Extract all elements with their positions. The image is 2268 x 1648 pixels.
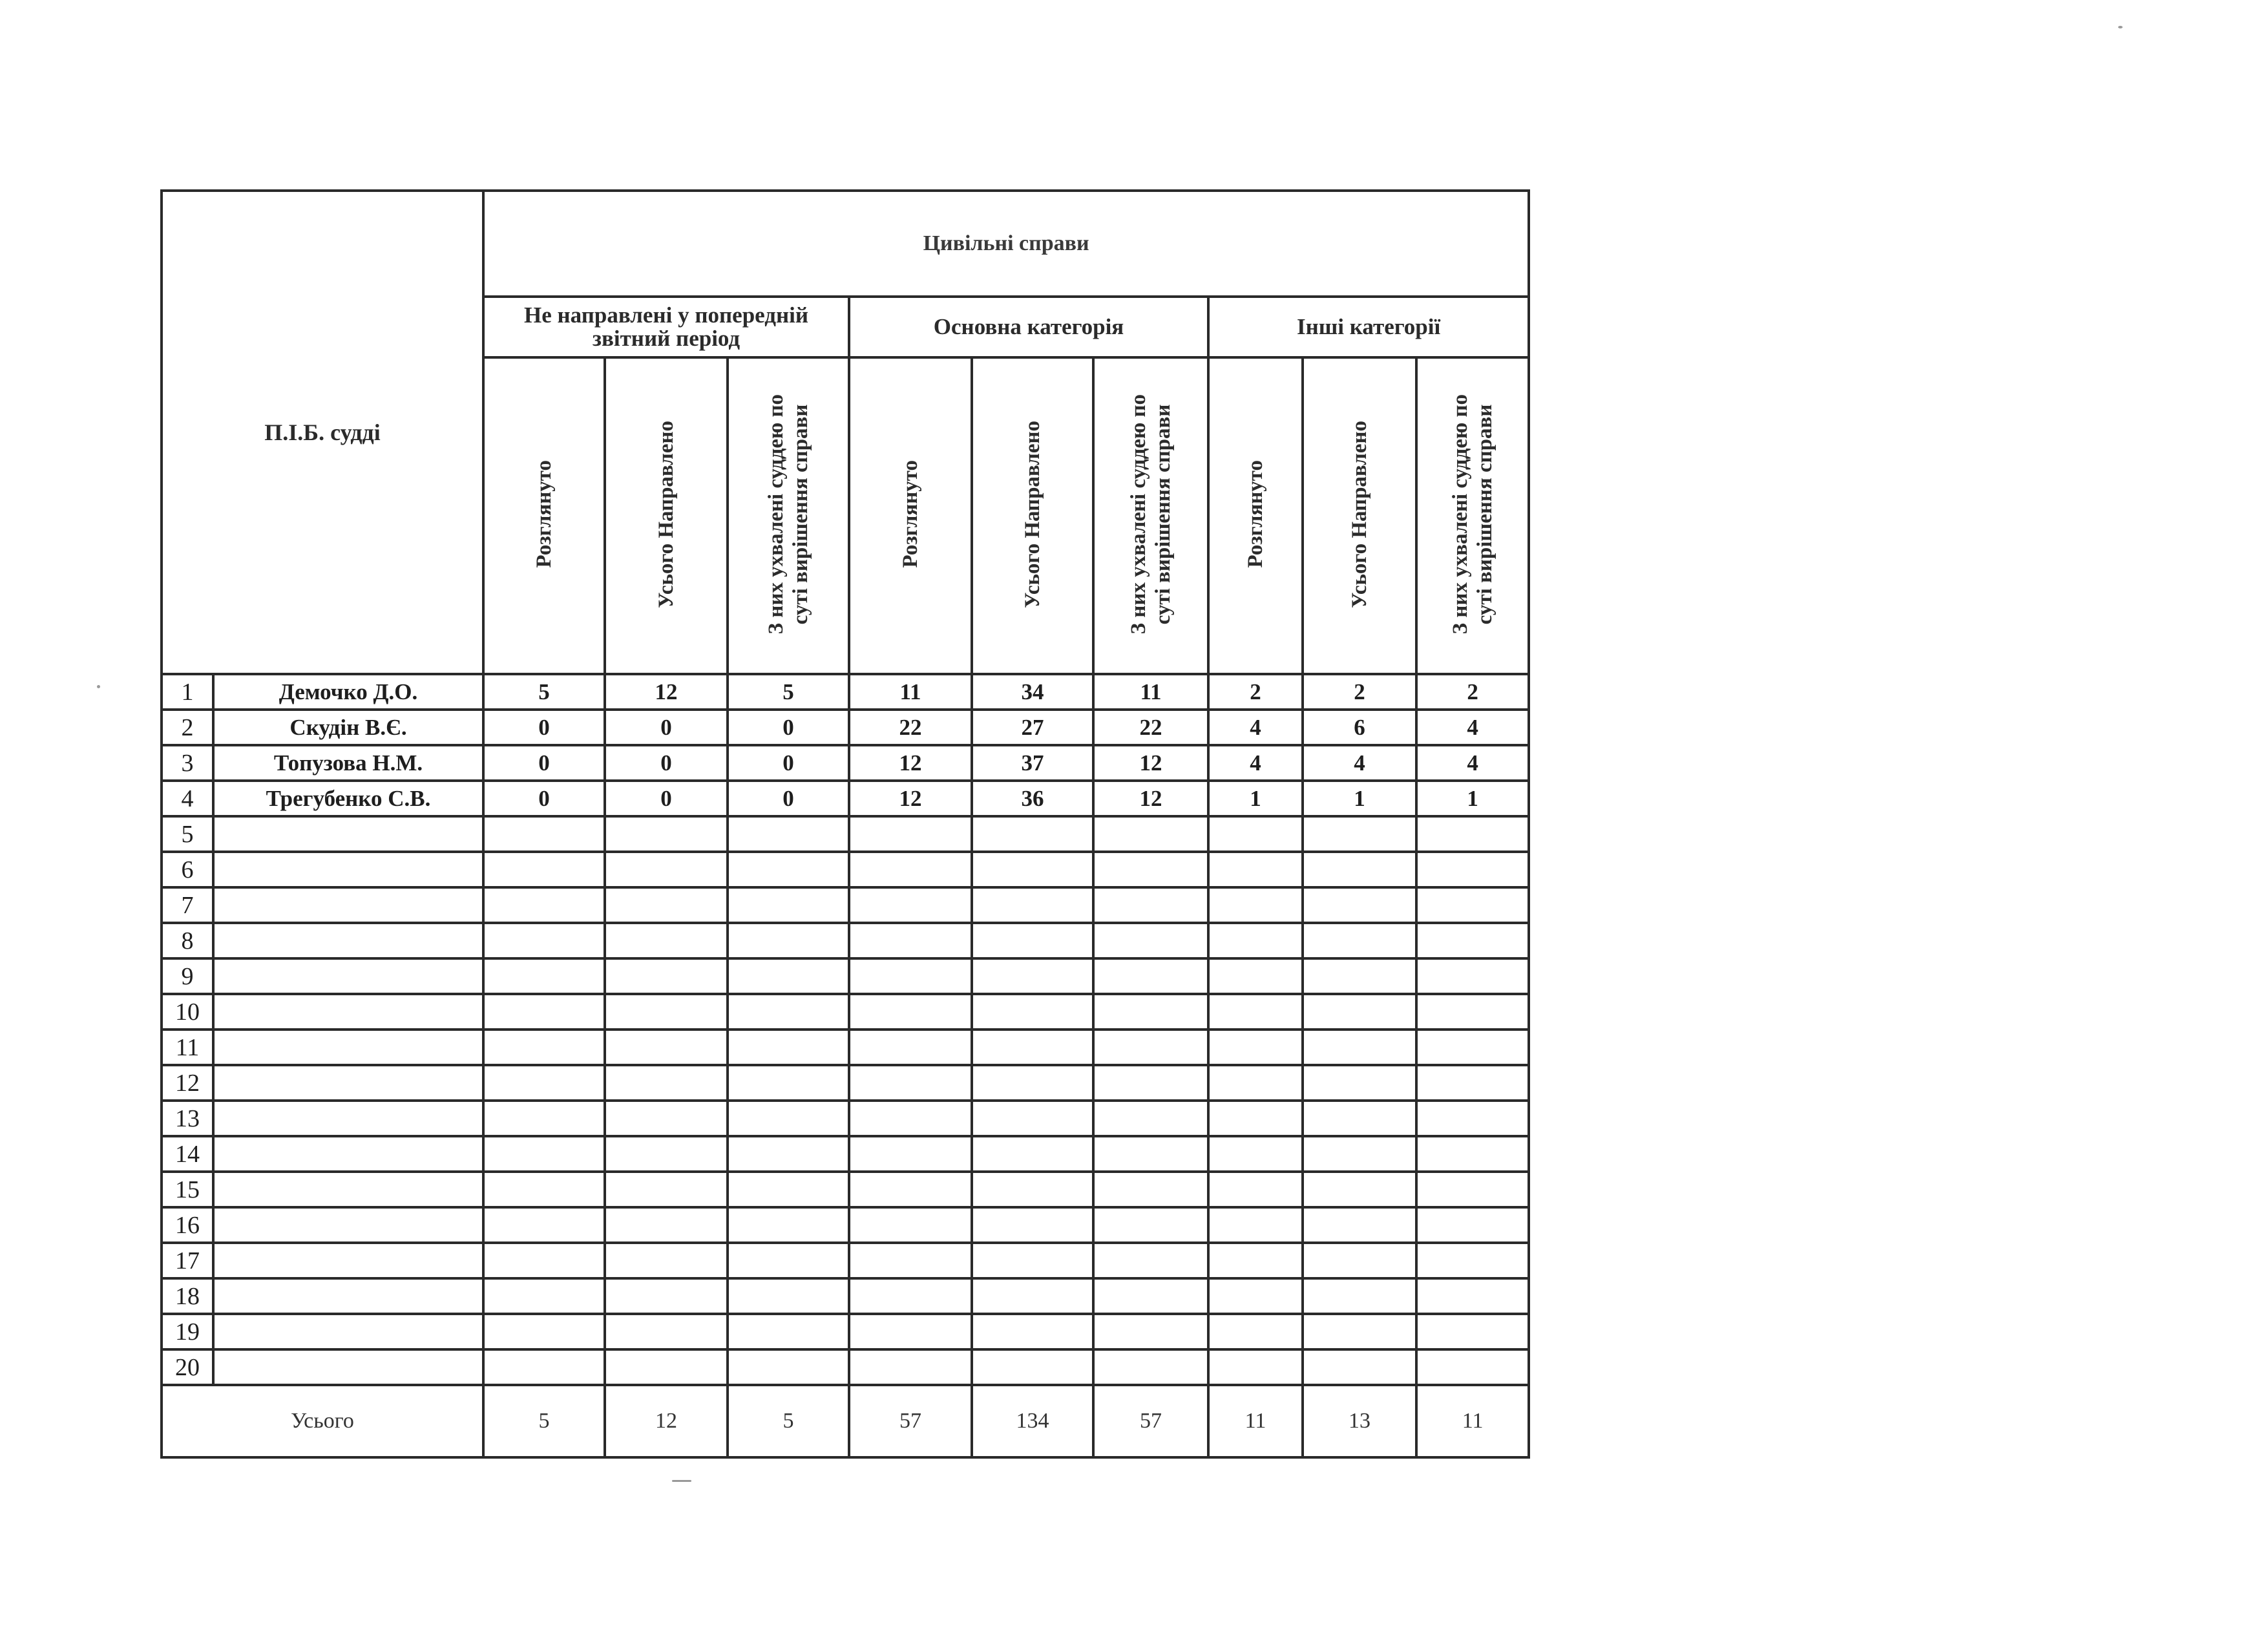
value-cell bbox=[972, 852, 1093, 887]
judge-name bbox=[213, 852, 483, 887]
total-value: 57 bbox=[849, 1385, 972, 1457]
judge-name bbox=[213, 1349, 483, 1385]
value-cell bbox=[1303, 994, 1416, 1030]
table-row bbox=[162, 994, 1529, 1030]
sub-header-text bbox=[898, 460, 923, 568]
value-cell bbox=[605, 1136, 728, 1172]
table-row bbox=[162, 923, 1529, 958]
value-cell bbox=[1208, 1278, 1303, 1314]
value-cell bbox=[1093, 852, 1208, 887]
value-cell bbox=[605, 958, 728, 994]
sub-header-3 bbox=[728, 357, 849, 674]
total-value: 134 bbox=[972, 1385, 1093, 1457]
row-number: 5 bbox=[162, 816, 213, 852]
value-cell bbox=[728, 994, 849, 1030]
value-cell bbox=[483, 1314, 605, 1349]
table-row bbox=[162, 710, 1529, 745]
table-row bbox=[162, 1065, 1529, 1101]
value-cell bbox=[1093, 1136, 1208, 1172]
table-row bbox=[162, 1243, 1529, 1278]
total-value: 13 bbox=[1303, 1385, 1416, 1457]
row-number: 16 bbox=[162, 1207, 213, 1243]
value-cell bbox=[1303, 1278, 1416, 1314]
table-row bbox=[162, 745, 1529, 781]
value-cell bbox=[728, 1314, 849, 1349]
row-number: 10 bbox=[162, 994, 213, 1030]
value-cell bbox=[1416, 1030, 1529, 1065]
sub-header-text bbox=[1347, 421, 1372, 608]
value-cell bbox=[728, 887, 849, 923]
value-cell bbox=[1093, 1278, 1208, 1314]
value-cell bbox=[728, 852, 849, 887]
scan-speck bbox=[97, 685, 100, 688]
value-cell bbox=[1208, 1349, 1303, 1385]
value-cell bbox=[972, 1101, 1093, 1136]
row-number: 4 bbox=[162, 781, 213, 816]
value-cell bbox=[1093, 1030, 1208, 1065]
value-cell bbox=[483, 816, 605, 852]
value-cell: 0 bbox=[728, 781, 849, 816]
value-cell: 4 bbox=[1208, 710, 1303, 745]
row-number: 11 bbox=[162, 1030, 213, 1065]
value-cell bbox=[728, 1278, 849, 1314]
value-cell bbox=[728, 1136, 849, 1172]
value-cell bbox=[849, 1243, 972, 1278]
judge-name: Демочко Д.О. bbox=[213, 674, 483, 710]
value-cell bbox=[605, 1172, 728, 1207]
value-cell bbox=[1303, 1065, 1416, 1101]
sub-header-9 bbox=[1416, 357, 1529, 674]
value-cell bbox=[605, 816, 728, 852]
value-cell bbox=[849, 1101, 972, 1136]
table-row bbox=[162, 1030, 1529, 1065]
value-cell bbox=[849, 887, 972, 923]
row-number: 9 bbox=[162, 958, 213, 994]
value-cell bbox=[1093, 1243, 1208, 1278]
value-cell bbox=[972, 1136, 1093, 1172]
value-cell bbox=[1208, 816, 1303, 852]
value-cell: 34 bbox=[972, 674, 1093, 710]
sub-header-line2: суті вирішення справи bbox=[1151, 404, 1175, 624]
value-cell bbox=[972, 923, 1093, 958]
judge-name: Топузова Н.М. bbox=[213, 745, 483, 781]
judge-name-header: П.І.Б. судді bbox=[162, 191, 483, 674]
sub-header-line2: суті вирішення справи bbox=[789, 404, 813, 624]
table-row bbox=[162, 1136, 1529, 1172]
value-cell bbox=[605, 1207, 728, 1243]
value-cell bbox=[1208, 923, 1303, 958]
sub-header-1 bbox=[483, 357, 605, 674]
table-title: Цивільні справи bbox=[483, 191, 1529, 297]
value-cell: 0 bbox=[483, 710, 605, 745]
row-number: 8 bbox=[162, 923, 213, 958]
judge-name bbox=[213, 887, 483, 923]
value-cell bbox=[849, 923, 972, 958]
value-cell: 36 bbox=[972, 781, 1093, 816]
row-number: 6 bbox=[162, 852, 213, 887]
sub-header-text bbox=[654, 421, 678, 608]
value-cell bbox=[483, 852, 605, 887]
row-number: 7 bbox=[162, 887, 213, 923]
judge-name bbox=[213, 1243, 483, 1278]
total-label: Усього bbox=[162, 1385, 483, 1457]
table-row bbox=[162, 1278, 1529, 1314]
sub-header-7 bbox=[1208, 357, 1303, 674]
value-cell bbox=[1208, 1136, 1303, 1172]
sub-header-line1: Усього Направлено bbox=[1348, 420, 1372, 608]
value-cell bbox=[605, 887, 728, 923]
value-cell: 12 bbox=[1093, 781, 1208, 816]
value-cell bbox=[1416, 1349, 1529, 1385]
value-cell bbox=[728, 1030, 849, 1065]
row-number: 17 bbox=[162, 1243, 213, 1278]
table-row bbox=[162, 1314, 1529, 1349]
value-cell bbox=[483, 1349, 605, 1385]
value-cell bbox=[1416, 1101, 1529, 1136]
value-cell bbox=[483, 1243, 605, 1278]
sub-header-line1: З них ухвалені суддею по bbox=[764, 394, 788, 635]
value-cell bbox=[728, 923, 849, 958]
row-number: 13 bbox=[162, 1101, 213, 1136]
value-cell bbox=[849, 994, 972, 1030]
value-cell: 0 bbox=[605, 710, 728, 745]
total-value: 12 bbox=[605, 1385, 728, 1457]
value-cell bbox=[1416, 1136, 1529, 1172]
value-cell bbox=[605, 1278, 728, 1314]
value-cell bbox=[605, 1101, 728, 1136]
sub-header-line2: суті вирішення справи bbox=[1473, 404, 1497, 624]
value-cell: 2 bbox=[1303, 674, 1416, 710]
group-header-other-categories: Інші категорії bbox=[1208, 297, 1529, 357]
scan-speck bbox=[672, 1480, 691, 1482]
value-cell bbox=[1303, 1172, 1416, 1207]
value-cell: 6 bbox=[1303, 710, 1416, 745]
value-cell bbox=[1416, 1314, 1529, 1349]
sub-header-text bbox=[1243, 460, 1268, 568]
value-cell: 27 bbox=[972, 710, 1093, 745]
value-cell: 1 bbox=[1208, 781, 1303, 816]
value-cell bbox=[972, 1065, 1093, 1101]
value-cell bbox=[1093, 958, 1208, 994]
table-row bbox=[162, 887, 1529, 923]
value-cell bbox=[972, 887, 1093, 923]
value-cell bbox=[1208, 994, 1303, 1030]
value-cell bbox=[728, 1349, 849, 1385]
sub-header-line1: Розглянуто bbox=[899, 460, 923, 568]
value-cell bbox=[1208, 1030, 1303, 1065]
value-cell bbox=[1093, 1207, 1208, 1243]
value-cell bbox=[605, 1243, 728, 1278]
sub-header-line1: З них ухвалені суддею по bbox=[1127, 394, 1151, 635]
value-cell bbox=[1416, 958, 1529, 994]
value-cell bbox=[972, 1207, 1093, 1243]
value-cell bbox=[483, 1030, 605, 1065]
value-cell bbox=[1416, 1243, 1529, 1278]
value-cell: 0 bbox=[728, 710, 849, 745]
value-cell bbox=[1208, 1065, 1303, 1101]
value-cell bbox=[483, 1278, 605, 1314]
judge-name bbox=[213, 1101, 483, 1136]
sub-header-line1: Усього Направлено bbox=[1021, 420, 1045, 608]
value-cell bbox=[483, 1101, 605, 1136]
judge-name bbox=[213, 1207, 483, 1243]
total-value: 11 bbox=[1208, 1385, 1303, 1457]
value-cell bbox=[605, 852, 728, 887]
value-cell: 5 bbox=[483, 674, 605, 710]
value-cell bbox=[483, 887, 605, 923]
value-cell bbox=[483, 958, 605, 994]
sub-header-line1: Розглянуто bbox=[1244, 460, 1268, 568]
value-cell bbox=[1208, 887, 1303, 923]
judge-name bbox=[213, 1136, 483, 1172]
value-cell: 12 bbox=[605, 674, 728, 710]
value-cell bbox=[605, 1030, 728, 1065]
value-cell bbox=[605, 1065, 728, 1101]
value-cell bbox=[849, 1278, 972, 1314]
sub-header-text bbox=[764, 394, 813, 634]
value-cell: 2 bbox=[1208, 674, 1303, 710]
value-cell bbox=[1208, 1314, 1303, 1349]
total-value: 5 bbox=[483, 1385, 605, 1457]
table-row bbox=[162, 1101, 1529, 1136]
sub-header-text bbox=[1020, 421, 1045, 608]
value-cell bbox=[1416, 1065, 1529, 1101]
value-cell: 22 bbox=[1093, 710, 1208, 745]
judge-name bbox=[213, 816, 483, 852]
value-cell bbox=[1303, 958, 1416, 994]
value-cell bbox=[483, 1172, 605, 1207]
value-cell bbox=[849, 1136, 972, 1172]
value-cell: 1 bbox=[1303, 781, 1416, 816]
value-cell: 12 bbox=[849, 781, 972, 816]
sub-header-4 bbox=[849, 357, 972, 674]
value-cell: 22 bbox=[849, 710, 972, 745]
value-cell bbox=[1416, 923, 1529, 958]
value-cell bbox=[849, 1065, 972, 1101]
value-cell bbox=[972, 1243, 1093, 1278]
value-cell bbox=[605, 923, 728, 958]
total-value: 5 bbox=[728, 1385, 849, 1457]
value-cell bbox=[1303, 1314, 1416, 1349]
value-cell bbox=[972, 994, 1093, 1030]
value-cell bbox=[1303, 1136, 1416, 1172]
sub-header-text bbox=[532, 460, 556, 568]
value-cell bbox=[972, 1172, 1093, 1207]
judge-name bbox=[213, 1065, 483, 1101]
sub-header-6 bbox=[1093, 357, 1208, 674]
value-cell bbox=[1416, 816, 1529, 852]
value-cell bbox=[728, 1243, 849, 1278]
value-cell bbox=[1303, 1207, 1416, 1243]
value-cell bbox=[728, 1101, 849, 1136]
value-cell bbox=[1416, 852, 1529, 887]
value-cell bbox=[972, 1314, 1093, 1349]
total-row bbox=[162, 1385, 1529, 1457]
value-cell bbox=[728, 1207, 849, 1243]
value-cell bbox=[849, 1349, 972, 1385]
value-cell: 4 bbox=[1303, 745, 1416, 781]
value-cell bbox=[1208, 1207, 1303, 1243]
sub-header-2 bbox=[605, 357, 728, 674]
value-cell bbox=[1093, 1172, 1208, 1207]
value-cell bbox=[1303, 1349, 1416, 1385]
value-cell bbox=[1416, 1207, 1529, 1243]
value-cell bbox=[1093, 994, 1208, 1030]
table-row bbox=[162, 1207, 1529, 1243]
value-cell bbox=[483, 1065, 605, 1101]
group-header-not-sent: Не направлені у попередній звітний період bbox=[483, 297, 849, 357]
value-cell bbox=[1303, 923, 1416, 958]
row-number: 2 bbox=[162, 710, 213, 745]
table-row bbox=[162, 958, 1529, 994]
value-cell bbox=[1303, 887, 1416, 923]
row-number: 18 bbox=[162, 1278, 213, 1314]
judge-name bbox=[213, 1314, 483, 1349]
value-cell bbox=[1416, 887, 1529, 923]
value-cell: 0 bbox=[728, 745, 849, 781]
value-cell bbox=[1208, 852, 1303, 887]
sub-header-text bbox=[1126, 394, 1175, 634]
sub-header-line1: Розглянуто bbox=[532, 460, 556, 568]
table-row bbox=[162, 852, 1529, 887]
value-cell bbox=[728, 816, 849, 852]
value-cell bbox=[1093, 1314, 1208, 1349]
value-cell bbox=[1093, 1349, 1208, 1385]
value-cell bbox=[728, 1172, 849, 1207]
value-cell bbox=[1416, 1278, 1529, 1314]
value-cell bbox=[849, 958, 972, 994]
total-value: 11 bbox=[1416, 1385, 1529, 1457]
row-number: 1 bbox=[162, 674, 213, 710]
sub-header-line1: З них ухвалені суддею по bbox=[1449, 394, 1473, 635]
value-cell: 4 bbox=[1416, 710, 1529, 745]
table-row bbox=[162, 781, 1529, 816]
value-cell bbox=[849, 852, 972, 887]
value-cell bbox=[972, 1030, 1093, 1065]
value-cell bbox=[972, 816, 1093, 852]
value-cell bbox=[605, 1314, 728, 1349]
value-cell: 11 bbox=[1093, 674, 1208, 710]
value-cell bbox=[1093, 887, 1208, 923]
value-cell: 0 bbox=[605, 781, 728, 816]
value-cell bbox=[1416, 994, 1529, 1030]
value-cell bbox=[728, 1065, 849, 1101]
value-cell: 5 bbox=[728, 674, 849, 710]
value-cell bbox=[972, 958, 1093, 994]
table-body bbox=[162, 674, 1529, 1457]
judge-name bbox=[213, 958, 483, 994]
sub-header-line1: Усього Направлено bbox=[655, 420, 678, 608]
value-cell bbox=[605, 1349, 728, 1385]
group-header-main-category: Основна категорія bbox=[849, 297, 1208, 357]
judge-name bbox=[213, 1278, 483, 1314]
value-cell: 4 bbox=[1416, 745, 1529, 781]
value-cell bbox=[1208, 1172, 1303, 1207]
value-cell bbox=[849, 1314, 972, 1349]
judges-statistics-table bbox=[160, 189, 1530, 1459]
total-value: 57 bbox=[1093, 1385, 1208, 1457]
row-number: 3 bbox=[162, 745, 213, 781]
value-cell: 4 bbox=[1208, 745, 1303, 781]
row-number: 15 bbox=[162, 1172, 213, 1207]
row-number: 19 bbox=[162, 1314, 213, 1349]
value-cell bbox=[1208, 1243, 1303, 1278]
table-row bbox=[162, 674, 1529, 710]
table-row bbox=[162, 816, 1529, 852]
value-cell bbox=[1303, 852, 1416, 887]
sub-header-5 bbox=[972, 357, 1093, 674]
judge-name bbox=[213, 1172, 483, 1207]
value-cell bbox=[1303, 1243, 1416, 1278]
value-cell: 0 bbox=[483, 781, 605, 816]
value-cell bbox=[972, 1278, 1093, 1314]
value-cell bbox=[1303, 1101, 1416, 1136]
value-cell bbox=[483, 1207, 605, 1243]
value-cell bbox=[1416, 1172, 1529, 1207]
value-cell: 12 bbox=[849, 745, 972, 781]
value-cell: 1 bbox=[1416, 781, 1529, 816]
value-cell bbox=[1208, 958, 1303, 994]
judge-name: Трегубенко С.В. bbox=[213, 781, 483, 816]
value-cell: 11 bbox=[849, 674, 972, 710]
judge-name bbox=[213, 994, 483, 1030]
value-cell bbox=[1303, 816, 1416, 852]
value-cell bbox=[1303, 1030, 1416, 1065]
value-cell bbox=[1093, 1065, 1208, 1101]
judge-name bbox=[213, 923, 483, 958]
value-cell: 0 bbox=[605, 745, 728, 781]
value-cell bbox=[1093, 1101, 1208, 1136]
table-row bbox=[162, 1172, 1529, 1207]
value-cell bbox=[728, 958, 849, 994]
value-cell: 0 bbox=[483, 745, 605, 781]
value-cell bbox=[1093, 923, 1208, 958]
value-cell: 37 bbox=[972, 745, 1093, 781]
value-cell: 12 bbox=[1093, 745, 1208, 781]
sub-header-text bbox=[1448, 394, 1497, 634]
value-cell: 2 bbox=[1416, 674, 1529, 710]
value-cell bbox=[1208, 1101, 1303, 1136]
value-cell bbox=[972, 1349, 1093, 1385]
judge-name: Скудін В.Є. bbox=[213, 710, 483, 745]
value-cell bbox=[1093, 816, 1208, 852]
value-cell bbox=[483, 1136, 605, 1172]
value-cell bbox=[849, 1172, 972, 1207]
value-cell bbox=[605, 994, 728, 1030]
scan-speck bbox=[2118, 26, 2123, 28]
row-number: 12 bbox=[162, 1065, 213, 1101]
row-number: 14 bbox=[162, 1136, 213, 1172]
value-cell bbox=[849, 1207, 972, 1243]
value-cell bbox=[849, 816, 972, 852]
table-row bbox=[162, 1349, 1529, 1385]
value-cell bbox=[483, 923, 605, 958]
row-number: 20 bbox=[162, 1349, 213, 1385]
sub-header-8 bbox=[1303, 357, 1416, 674]
judge-name bbox=[213, 1030, 483, 1065]
value-cell bbox=[483, 994, 605, 1030]
value-cell bbox=[849, 1030, 972, 1065]
